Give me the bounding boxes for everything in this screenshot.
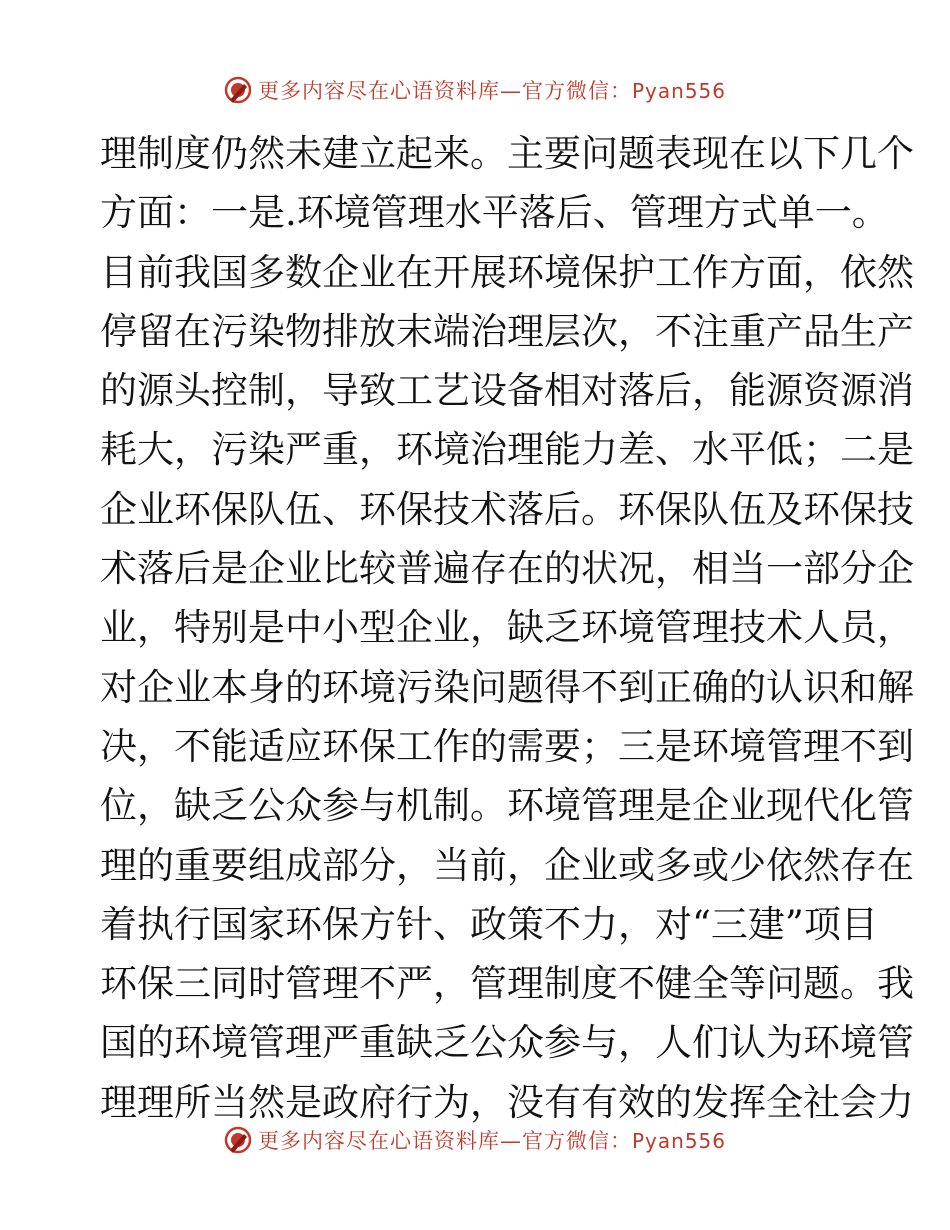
header-banner-text: 更多内容尽在心语资料库—官方微信：Pyan556 xyxy=(257,79,726,103)
body-line: 方面：一是.环境管理水平落后、管理方式单一。 xyxy=(100,191,889,235)
body-line: 对企业本身的环境污染问题得不到正确的认识和解 xyxy=(100,665,914,709)
footer-banner xyxy=(0,1120,950,1160)
body-line: 的源头控制，导致工艺设备相对落后，能源资源消 xyxy=(100,369,914,413)
body-line: 企业环保队伍、环保技术落后。环保队伍及环保技 xyxy=(100,487,914,531)
body-line: 业，特别是中小型企业，缺乏环境管理技术人员， xyxy=(100,606,914,650)
body-line: 术落后是企业比较普遍存在的状况，相当一部分企 xyxy=(100,547,914,591)
body-line: 国的环境管理严重缺乏公众参与，人们认为环境管 xyxy=(100,1021,914,1065)
body-line: 理制度仍然未建立起来。主要问题表现在以下几个 xyxy=(100,132,914,175)
body-line: 理的重要组成部分，当前，企业或多或少依然存在 xyxy=(100,843,914,887)
seal-pen-icon xyxy=(224,1126,252,1154)
document-body xyxy=(100,124,914,1132)
seal-pen-icon xyxy=(224,76,252,104)
body-line: 理理所当然是政府行为，没有有效的发挥全社会力 xyxy=(100,1080,914,1124)
body-line: 位，缺乏公众参与机制。环境管理是企业现代化管 xyxy=(100,784,914,828)
header-banner xyxy=(0,70,950,110)
body-line: 环保三同时管理不严，管理制度不健全等问题。我 xyxy=(100,962,914,1006)
body-line: 着执行国家环保方针、政策不力，对“三建”项目 xyxy=(100,902,878,946)
body-line: 决，不能适应环保工作的需要；三是环境管理不到 xyxy=(100,724,914,768)
footer-banner-text: 更多内容尽在心语资料库—官方微信：Pyan556 xyxy=(257,1129,726,1153)
body-line: 耗大，污染严重，环境治理能力差、水平低；二是 xyxy=(100,428,914,472)
body-line: 目前我国多数企业在开展环境保护工作方面，依然 xyxy=(100,250,914,294)
body-line: 停留在污染物排放末端治理层次，不注重产品生产 xyxy=(100,309,914,353)
